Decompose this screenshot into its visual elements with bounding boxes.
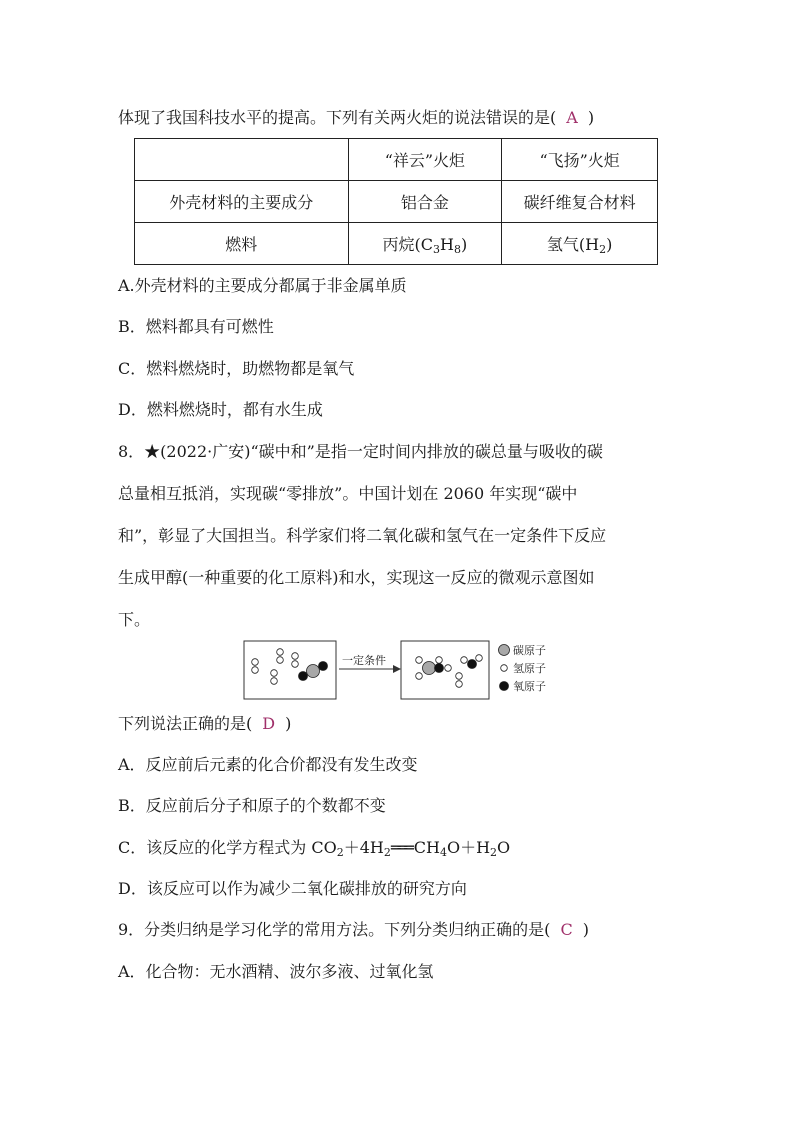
table-row — [135, 223, 658, 265]
q9-answer: C — [560, 920, 573, 939]
arrow-label: 一定条件 — [342, 654, 386, 667]
table-cell: “祥云”火炬 — [348, 139, 502, 181]
table-cell: “飞扬”火炬 — [502, 139, 658, 181]
oxygen-atom-icon — [500, 682, 509, 691]
table-cell: 碳纤维复合材料 — [502, 181, 658, 223]
table-cell: 燃料 — [135, 223, 349, 265]
table-row — [135, 139, 658, 181]
q7-answer: A — [566, 108, 578, 127]
q8-option-d: D．该反应可以作为减少二氧化碳排放的研究方向 — [118, 879, 467, 898]
q8-stem-line: 总量相互抵消，实现碳“零排放”。中国计划在 2060 年实现“碳中 — [118, 484, 578, 503]
q8-ask: 下列说法正确的是( D ) — [118, 714, 292, 733]
reaction-micro-diagram — [243, 640, 553, 702]
arrow-head — [393, 665, 401, 673]
q7-option-a: A.外壳材料的主要成分都属于非金属单质 — [118, 276, 407, 295]
table-cell: 铝合金 — [348, 181, 502, 223]
hydrogen-atom-icon — [501, 665, 508, 672]
carbon-atom-icon — [499, 645, 510, 656]
q7-stem: 体现了我国科技水平的提高。下列有关两火炬的说法错误的是( A ) — [118, 108, 595, 127]
q9-option-a: A．化合物：无水酒精、波尔多液、过氧化氢 — [118, 962, 434, 981]
q7-option-d: D．燃料燃烧时，都有水生成 — [118, 400, 323, 419]
q8-option-a: A．反应前后元素的化合价都没有发生改变 — [118, 755, 418, 774]
q8-option-c: C．该反应的化学方程式为 $CO_2+4H_2═══$ $CH_4O+H_2O$ — [118, 838, 511, 859]
q8-stem-line: 生成甲醇(一种重要的化工原料)和水，实现这一反应的微观示意图如 — [118, 568, 595, 587]
diagram-legend — [499, 643, 547, 693]
table-cell — [135, 139, 349, 181]
torch-comparison-table — [134, 138, 658, 265]
q8-answer: D — [262, 714, 276, 733]
q8-stem-line: 和”，彰显了大国担当。科学家们将二氧化碳和氢气在一定条件下反应 — [118, 526, 607, 545]
svg-text:碳原子: 碳原子 — [513, 644, 546, 657]
svg-text:氢原子: 氢原子 — [513, 662, 546, 675]
q7-option-b: B．燃料都具有可燃性 — [118, 317, 274, 336]
q7-option-c: C．燃料燃烧时，助燃物都是氧气 — [118, 359, 355, 378]
table-cell-fuel-hydrogen: 氢气$(H_2)$ — [502, 223, 658, 265]
q8-stem-line: 下。 — [118, 610, 151, 629]
q8-option-b: B．反应前后分子和原子的个数都不变 — [118, 796, 386, 815]
table-row — [135, 181, 658, 223]
q9-stem: 9．分类归纳是学习化学的常用方法。下列分类归纳正确的是( C ) — [118, 920, 589, 939]
table-cell-fuel-propane: 丙烷$(C_3H_8)$ — [348, 223, 502, 265]
table-cell: 外壳材料的主要成分 — [135, 181, 349, 223]
q8-stem-line: 8．★(2022·广安)“碳中和”是指一定时间内排放的碳总量与吸收的碳 — [118, 442, 603, 461]
svg-text:氧原子: 氧原子 — [513, 680, 546, 693]
